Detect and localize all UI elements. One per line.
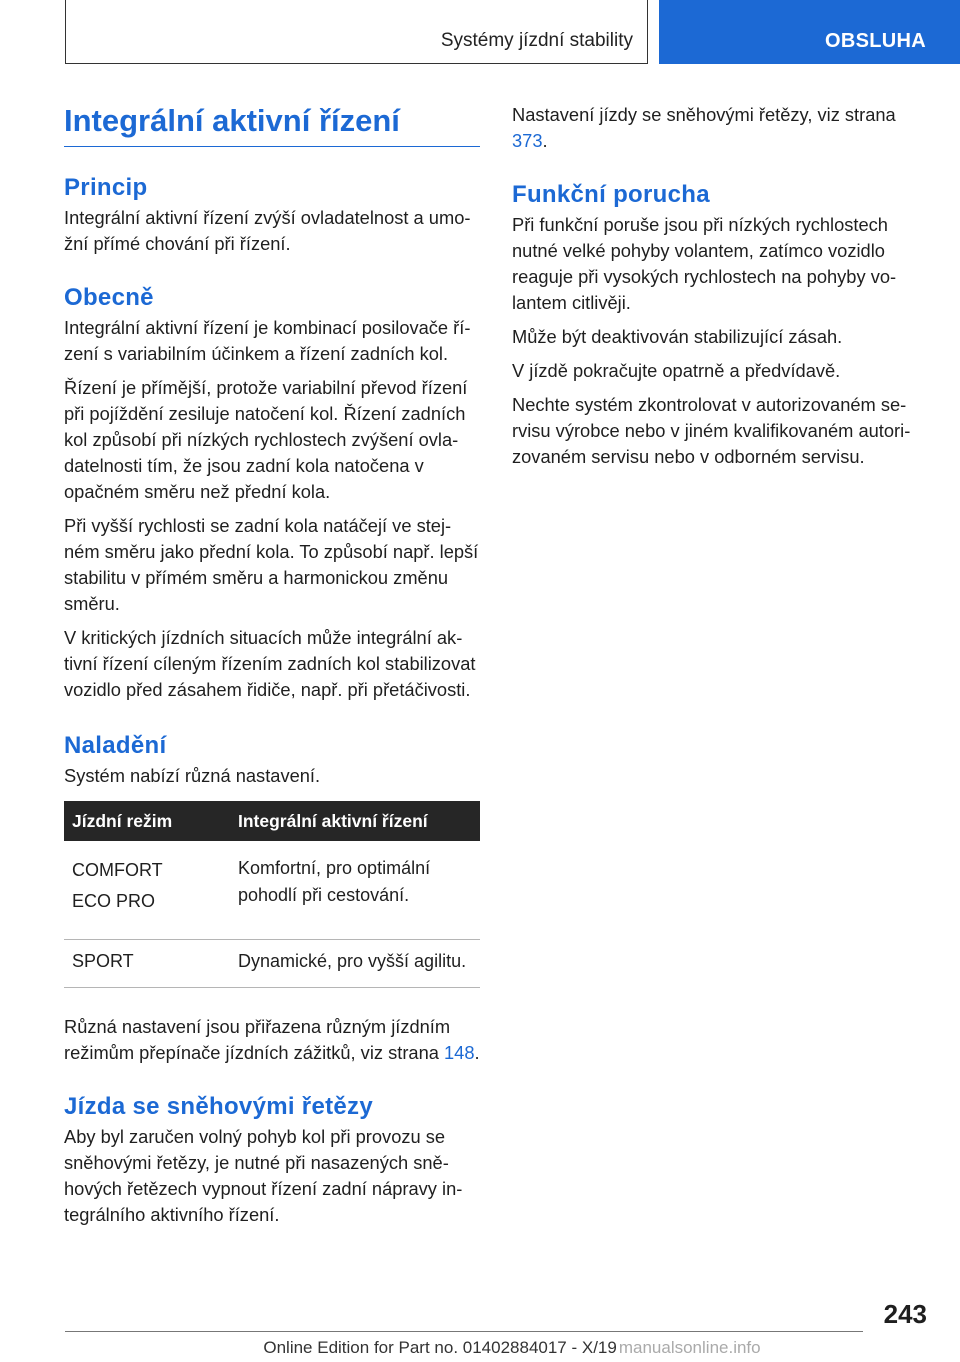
left-column (64, 100, 480, 1228)
page-link-148[interactable]: 148 (444, 1042, 475, 1063)
table-cell-desc (230, 940, 480, 988)
page-link-373[interactable]: 373 (512, 130, 543, 151)
naladeni-paragraph-2-end: . (474, 1042, 480, 1063)
porucha-paragraph-4: Nechte systém zkontrolovat v autorizovaném servisu výrobce nebo v jiném kvalifikovaném autorizovaném servisu nebo v odborném servisu. (512, 394, 911, 467)
obecne-paragraph-1: Integrální aktivní řízení je kombinací posilovače řízení s variabilním účinkem a řízení zadních kol. (64, 317, 471, 364)
obecne-paragraph-3: Při vyšší rychlosti se zadní kola natáčejí ve stejném směru jako přední kola. To způsobí např. lepší stabilitu v přímém směru a harmonickou změnu směru. (64, 515, 479, 614)
snow-chain-settings-text: Nastavení jízdy se sněhovými řetězy, viz strana (512, 104, 896, 125)
snow-chain-settings-end: . (542, 130, 548, 151)
snih-paragraph: Aby byl zaručen volný pohyb kol při provozu se sněhovými řetězy, je nutné při nasazených sněhových řetězech vypnout řízení zadní nápravy integrálního aktivního řízení. (64, 1126, 463, 1225)
table-row (64, 940, 480, 988)
heading-obecne: Obecně (64, 284, 154, 311)
footer-edition (64, 1338, 960, 1358)
porucha-paragraph-2: Může být deaktivován stabilizující zásah. (512, 326, 843, 347)
obecne-paragraph-4: V kritických jízdních situacích může integrální aktivní řízení cíleným řízením zadních kol stabilizovat vozidlo před zásahem řidiče, např. při přetáčivosti. (64, 627, 476, 700)
table-header-mode: Jízdní režim (64, 801, 230, 841)
naladeni-paragraph-2 (64, 1014, 480, 1066)
obecne-paragraph-2: Řízení je přímější, protože variabilní převod řízení při pojíždění zesiluje natočení kol. Řízení zadních kol způsobí při nízkých rychlostech zvýšení ovladatelnosti tím, že jsou zadní kola natočena v opačném směru než přední kola. (64, 377, 468, 502)
table-header-row (64, 801, 480, 841)
table-cell-mode (64, 841, 230, 940)
mode-comfort-description: Komfortní, pro optimální pohodlí při cestování. (238, 858, 431, 905)
naladeni-paragraph-2-text: Různá nastavení jsou přiřazena různým jízdním režimům přepínače jízdních zážitků, viz strana (64, 1016, 451, 1063)
footer-watermark: manualsonline.info (618, 1338, 761, 1357)
page-title: Integrální aktivní řízení (64, 100, 480, 147)
table-header-steering: Integrální aktivní řízení (230, 801, 480, 841)
modes-table (64, 801, 480, 988)
table-cell-desc (230, 841, 480, 940)
porucha-paragraph-1: Při funkční poruše jsou při nízkých rychlostech nutné velké pohyby volantem, zatímco vozidlo reaguje při vysokých rychlostech na pohyby volantem citlivěji. (512, 214, 897, 313)
snow-chain-settings-paragraph (512, 102, 928, 154)
heading-snih: Jízda se sněhovými řetězy (64, 1093, 373, 1120)
princip-paragraph: Integrální aktivní řízení zvýší ovladatelnost a umožní přímé chování při řízení. (64, 207, 471, 254)
heading-naladeni: Naladění (64, 732, 167, 759)
mode-eco-pro: ECO PRO (72, 891, 156, 911)
porucha-paragraph-3: V jízdě pokračujte opatrně a předvídavě. (512, 360, 841, 381)
page-number: 243 (883, 1299, 927, 1329)
header-tab (659, 0, 960, 64)
footer-divider (65, 1331, 863, 1332)
naladeni-paragraph-1: Systém nabízí různá nastavení. (64, 765, 321, 786)
heading-princip: Princip (64, 174, 148, 201)
footer-edition-text: Online Edition for Part no. 01402884017 - X/19 (263, 1338, 617, 1357)
mode-comfort: COMFORT (72, 860, 163, 880)
table-row (64, 841, 480, 940)
header-section-box (65, 0, 648, 64)
mode-sport: SPORT (72, 951, 134, 971)
header-section-title: Systémy jízdní stability (440, 30, 633, 51)
heading-porucha: Funkční porucha (512, 181, 710, 208)
mode-sport-description: Dynamické, pro vyšší agilitu. (238, 951, 467, 971)
right-column (512, 100, 928, 470)
header-tab-label: OBSLUHA (825, 30, 926, 52)
table-cell-mode (64, 940, 230, 988)
